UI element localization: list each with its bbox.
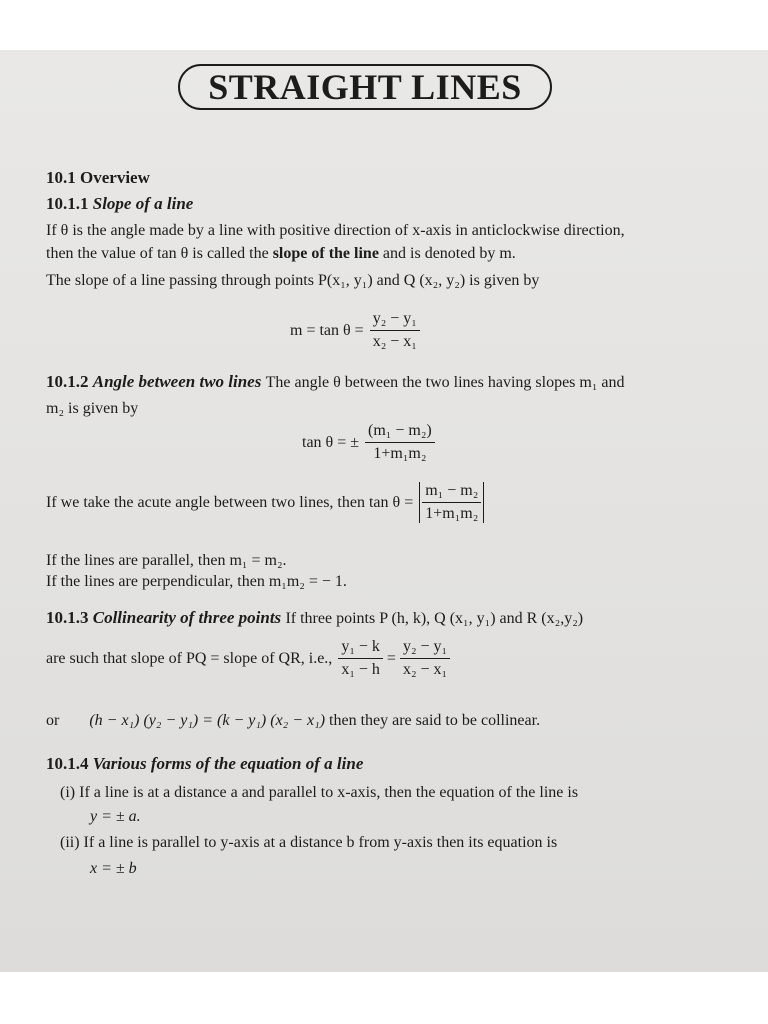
form-item-i-equation: y = ± a.	[90, 808, 141, 825]
angle-fraction-numerator: (m₁ − m₂)	[365, 422, 435, 443]
subsection-forms-heading	[46, 754, 363, 774]
subsection-collinear-heading	[46, 608, 583, 630]
slope-formula	[290, 310, 420, 351]
subsection-title: Collinearity of three points	[92, 608, 282, 627]
form-item-label: (ii)	[60, 834, 80, 851]
subsection-number: 10.1.3	[46, 608, 89, 627]
subsection-number: 10.1.2	[46, 372, 89, 391]
collinear-fraction-1-numerator: y₁ − k	[338, 638, 383, 659]
perpendicular-condition: If the lines are perpendicular, then m₁m₂ = − 1.	[46, 573, 347, 590]
angle-formula	[302, 422, 435, 463]
acute-angle-statement	[46, 482, 484, 523]
subsection-title: Slope of a line	[92, 194, 194, 213]
acute-fraction	[422, 482, 481, 523]
angle-line-2: m₂ is given by	[46, 400, 139, 417]
slope-line-3: The slope of a line passing through points P(x₁, y₁) and Q (x₂, y₂) is given by	[46, 272, 540, 289]
form-item-ii-equation: x = ± b	[90, 860, 137, 877]
book-page	[0, 50, 768, 972]
subsection-number: 10.1.4	[46, 754, 89, 773]
acute-fraction-denominator: 1+m₁m₂	[425, 505, 479, 522]
section-number: 10.1	[46, 168, 76, 187]
form-item-i	[60, 782, 578, 804]
slope-line-1: If θ is the angle made by a line with positive direction of x-axis in anticlockwise direction,	[46, 222, 625, 239]
slope-line-2c: and is denoted by m.	[378, 245, 516, 262]
acute-angle-text: If we take the acute angle between two lines, then tan θ =	[46, 493, 414, 511]
form-item-ii	[60, 832, 557, 854]
or-label: or	[46, 712, 60, 729]
equals-sign: =	[386, 649, 396, 667]
angle-fraction	[365, 422, 435, 463]
slope-line-2a: then the value of tan θ is called the	[46, 245, 273, 262]
collinear-condition	[46, 638, 450, 679]
slope-fraction-denominator: x₂ − x₁	[372, 333, 417, 350]
slope-formula-lhs: m = tan θ =	[290, 321, 364, 339]
section-overview-heading	[46, 168, 150, 188]
slope-line-2	[46, 243, 516, 265]
collinear-fraction-1-denominator: x₁ − h	[341, 661, 380, 678]
collinear-fraction-2-denominator: x₂ − x₁	[402, 661, 448, 678]
subsection-angle-heading	[46, 372, 625, 394]
subsection-title: Angle between two lines	[92, 372, 262, 391]
subsection-slope-heading	[46, 194, 193, 214]
collinear-conclusion: then they are said to be collinear.	[329, 712, 541, 729]
collinear-line-2: are such that slope of PQ = slope of QR, i.e.,	[46, 649, 333, 667]
angle-line-1: The angle θ between the two lines having slopes m₁ and	[265, 374, 625, 391]
form-item-text: If a line is at a distance a and parallel to x-axis, then the equation of the line is	[79, 784, 579, 801]
slope-fraction-numerator: y₂ − y₁	[370, 310, 420, 331]
collinear-line-1: If three points P (h, k), Q (x₁, y₁) and R (x₂,y₂)	[285, 610, 584, 627]
subsection-number: 10.1.1	[46, 194, 89, 213]
collinear-fraction-1	[338, 638, 383, 679]
absolute-value-bars	[419, 482, 484, 523]
slope-fraction	[370, 310, 420, 351]
acute-fraction-numerator: m₁ − m₂	[422, 482, 481, 503]
subsection-title: Various forms of the equation of a line	[92, 754, 364, 773]
collinear-or-row	[46, 710, 540, 732]
section-title: Overview	[80, 168, 150, 187]
page-title: STRAIGHT LINES	[178, 64, 552, 110]
parallel-condition: If the lines are parallel, then m₁ = m₂.	[46, 552, 287, 569]
collinear-fraction-2-numerator: y₂ − y₁	[400, 638, 450, 659]
form-item-text: If a line is parallel to y-axis at a distance b from y-axis then its equation is	[83, 834, 558, 851]
angle-fraction-denominator: 1+m₁m₂	[373, 445, 427, 462]
slope-term: slope of the line	[272, 245, 379, 262]
collinear-equation: (h − x₁) (y₂ − y₁) = (k − y₁) (x₂ − x₁)	[89, 712, 326, 729]
angle-formula-lhs: tan θ = ±	[302, 433, 360, 451]
form-item-label: (i)	[60, 784, 76, 801]
collinear-fraction-2	[400, 638, 450, 679]
